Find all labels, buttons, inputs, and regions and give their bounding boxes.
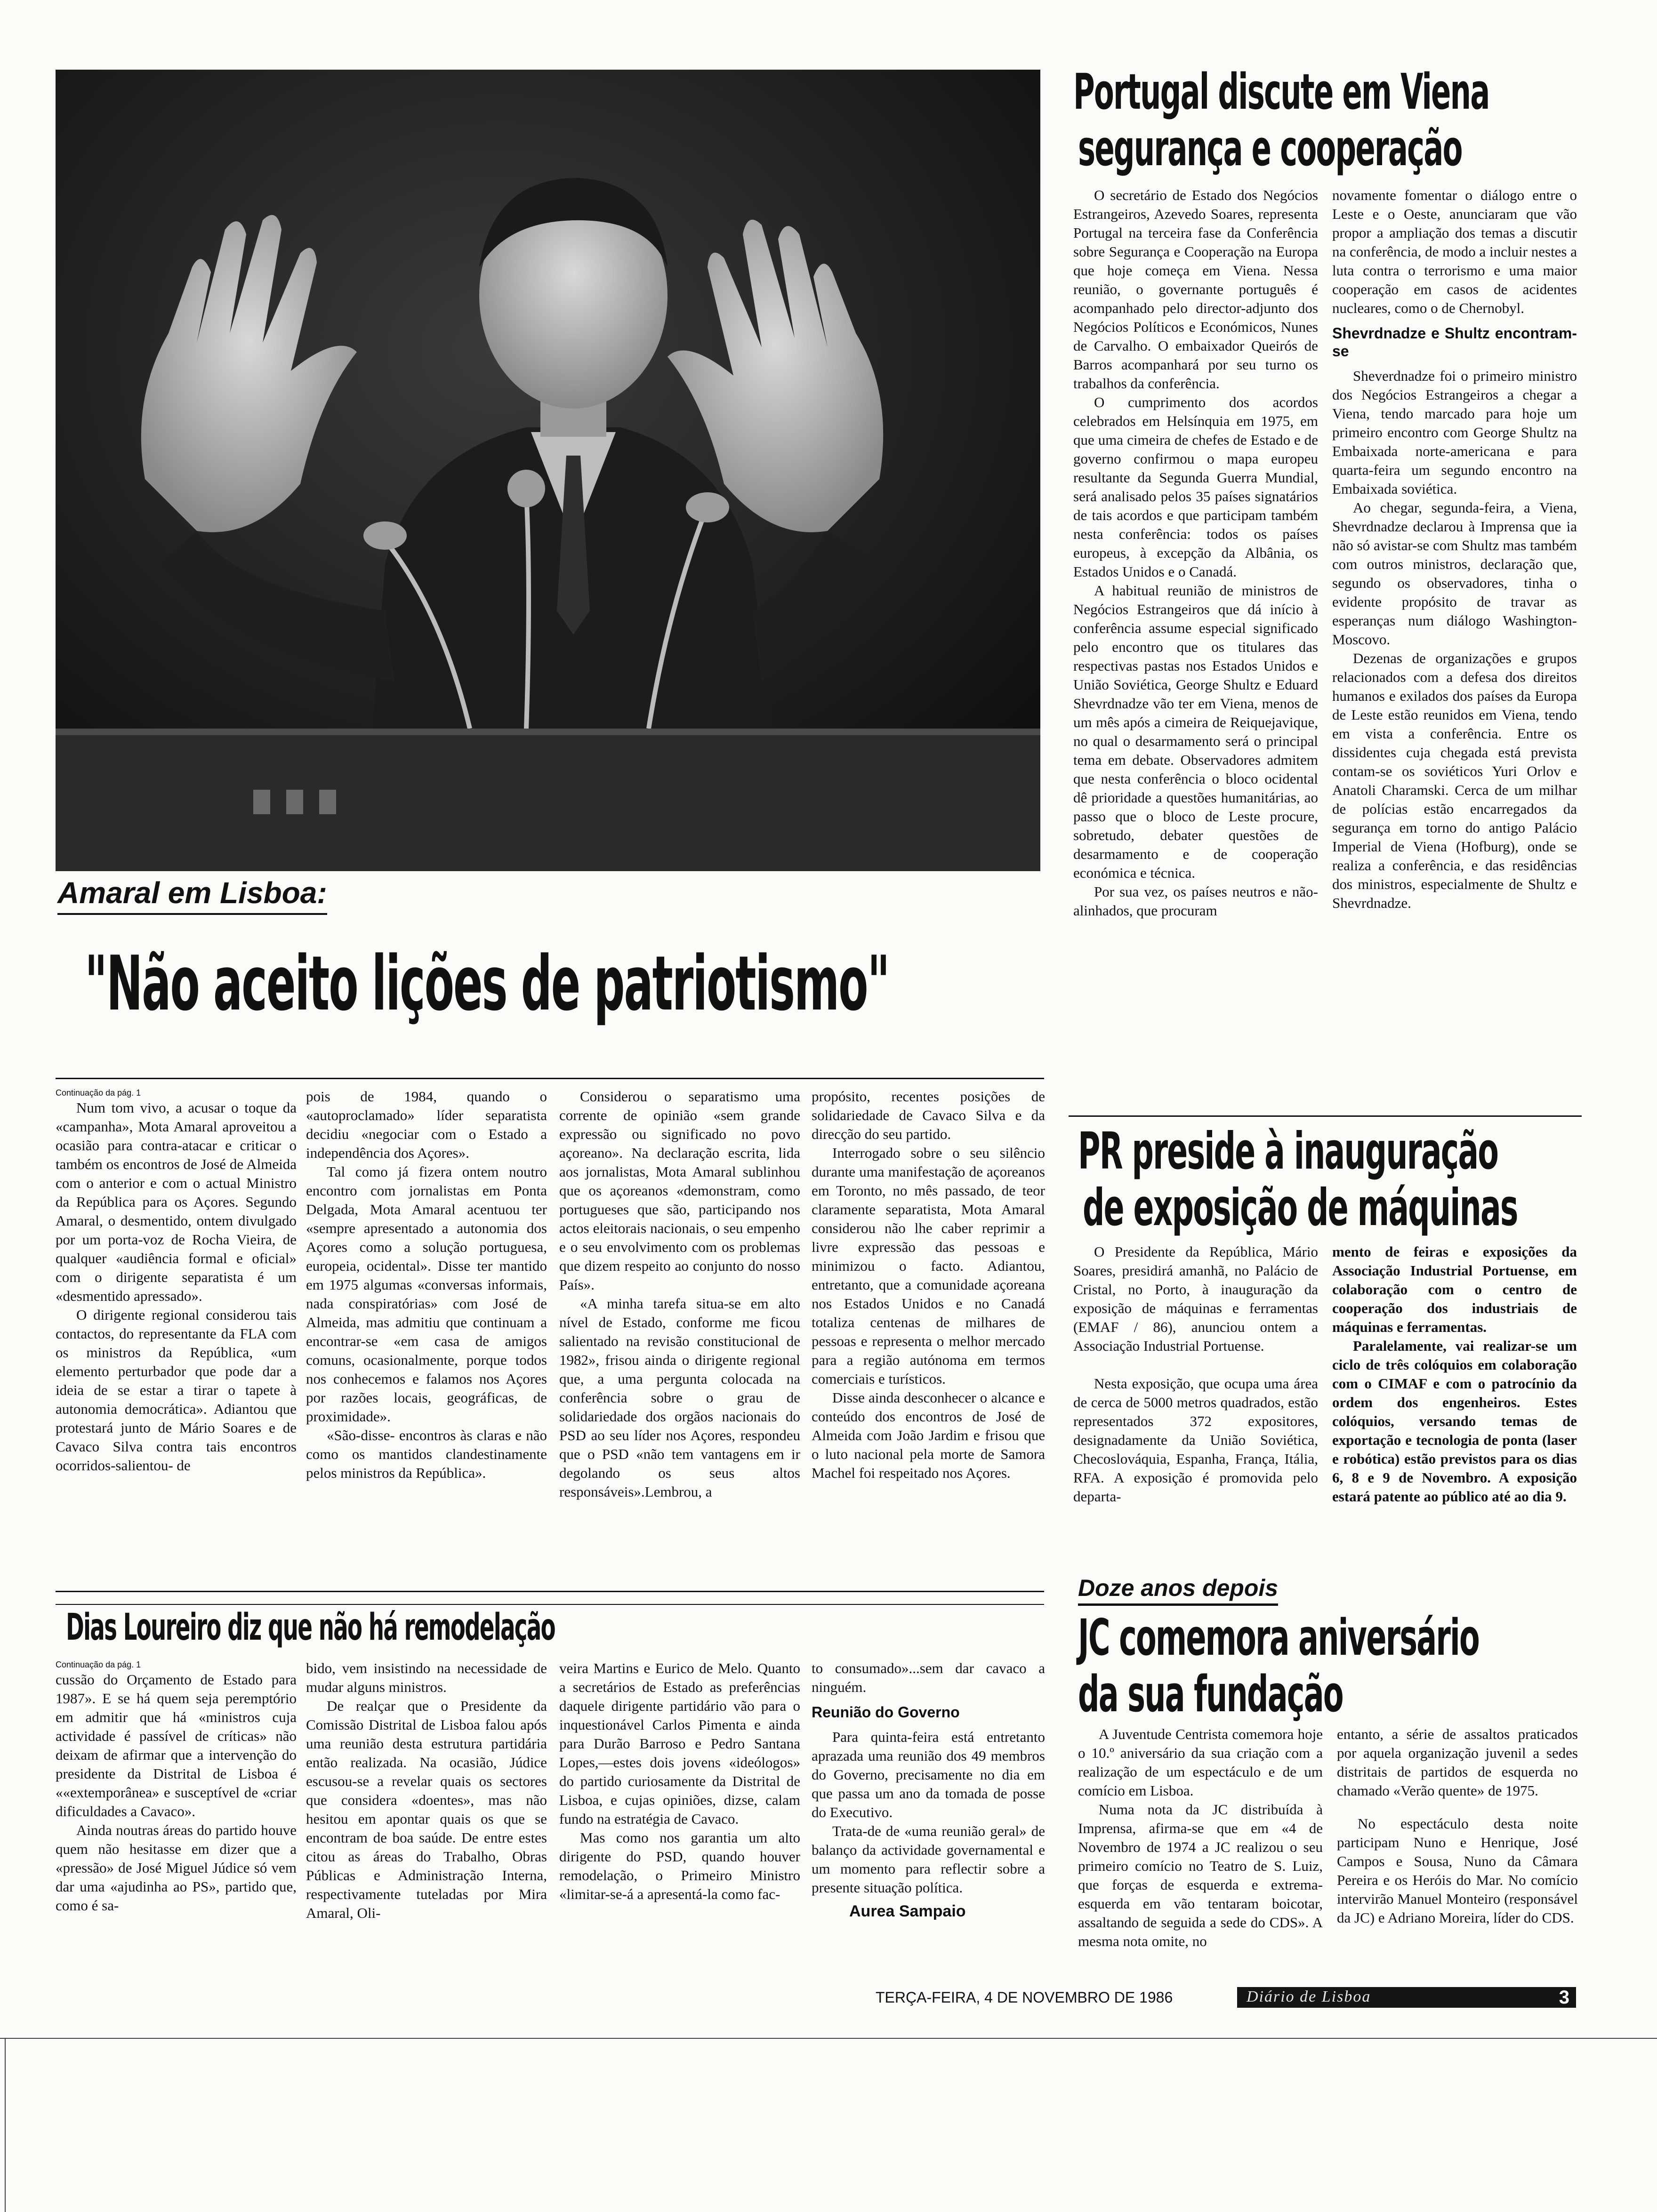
pr-column-1 <box>1073 1242 1318 1506</box>
page-fold-rule <box>5 2038 6 2212</box>
jc-paragraph: entanto, a série de assaltos praticados por aquela organização juvenil a sedes distritais de partidos de esquerda no chamado «Verão quente» de 1975. <box>1337 1726 1578 1799</box>
lead-paragraph: Considerou o separatismo uma corrente de opinião «sem grande expressão ou significado no povo açoreano». Na declaração escrita, lida aos jornalistas, Mota Amaral sublinhou que os açoreanos «demonstram, como portugueses que são, participando nos actos eleitorais nacionais, o seu empenho e o seu envolvimento com os problemas que dizem respeito ao conjunto do nosso País». <box>559 1088 800 1293</box>
viena-paragraph: O cumprimento dos acordos celebrados em Helsínquia em 1975, em que uma cimeira de chefes de Estado e de governo confirmou o mapa europeu resultante da Segunda Guerra Mundial, será analisado pelos 35 países signatários de tais acordos e que participam também nesta conferência: todos os países europeus, à excepção da Albânia, os Estados Unidos e o Canadá. <box>1073 394 1318 580</box>
lead-column-2 <box>306 1087 547 1483</box>
jc-paragraph: No espectáculo desta noite participam Nuno e Henrique, José Campos e Sousa, Nuno da Câmara Pereira e os Heróis do Mar. No comício intervirão Manuel Monteiro (responsável da JC) e Adriano Moreira, líder do CDS. <box>1337 1815 1578 1926</box>
jc-kicker: Doze anos depois <box>1078 1574 1278 1606</box>
pr-column-2 <box>1332 1242 1577 1506</box>
viena-headline-line-2: segurança e cooperação <box>1078 120 1462 177</box>
pr-paragraph: mento de feiras e exposições da Associação Industrial Portuense, em colaboração com o centro de cooperação dos industriais de máquinas e ferramentas. <box>1332 1243 1577 1335</box>
lead-divider <box>56 1078 1044 1079</box>
loureiro-column-1 <box>56 1659 297 1915</box>
viena-bottom-rule <box>1069 1115 1582 1117</box>
page-number: 3 <box>1559 1987 1569 2008</box>
speaker-photo-illustration <box>56 70 1040 871</box>
lead-kicker: Amaral em Lisboa: <box>57 875 327 915</box>
lead-column-1 <box>56 1087 297 1475</box>
loureiro-paragraph: bido, vem insistindo na necessidade de mudar alguns ministros. <box>306 1660 547 1695</box>
lead-paragraph: «São-disse- encontros às claras e não como os mantidos clandestinamente pelos ministros da República». <box>306 1427 547 1481</box>
viena-paragraph: Dezenas de organizações e grupos relacionados com a defesa dos direitos humanos e exilados dos países da Europa de Leste estão reunidos em Viena, tendo em vista a conferência. Entre os dissidentes cuja chegada está prevista contam-se os soviéticos Yuri Orlov e Anatoli Charamski. Cerca de um milhar de polícias estão encarregados da segurança em torno do antigo Palácio Imperial de Viena (Hofburg), onde se realiza a conferência, e das residências dos ministros, especialmente de Shultz e Shevrdnadze. <box>1332 650 1577 911</box>
page-date: TERÇA-FEIRA, 4 DE NOVEMBRO DE 1986 <box>876 1989 1173 2006</box>
viena-paragraph: A habitual reunião de ministros de Negócios Estrangeiros que dá início à conferência assume especial significado pelo encontro que os titulares das respectivas pastas nos Estados Unidos e União Soviética, George Shultz e Eduard Shevrdnadze vão ter em Viena, menos de um mês após a cimeira de Reiquejavique, no qual o desarmamento será o principal tema em debate. Observadores admitem que nesta conferência o bloco ocidental dê prioridade a questões humanitárias, ao passo que o bloco de Leste procure, sobretudo, debater questões de desarmamento e de cooperação económica e técnica. <box>1073 582 1318 881</box>
pr-paragraph: O Presidente da República, Mário Soares, presidirá amanhã, no Palácio de Cristal, no Porto, à inauguração da exposição de máquinas e ferramentas (EMAF / 86), anunciou ontem a Associação Industrial Portuense. <box>1073 1243 1318 1354</box>
loureiro-paragraph: Trata-de de «uma reunião geral» de balanço da actividade governamental e um momento para reflectir sobre a presente situação política. <box>812 1823 1045 1896</box>
pr-paragraph: Paralelamente, vai realizar-se um ciclo de três colóquios em colaboração com o CIMAF e com o patrocínio da ordem dos engenheiros. Estes colóquios, versando temas de exportação e tecnologia de ponta (laser e robótica) estão previstos para os dias 6, 8 e 9 de Novembro. A exposição estará patente ao público até ao dia 9. <box>1332 1338 1577 1505</box>
loureiro-paragraph: De realçar que o Presidente da Comissão Distrital de Lisboa falou após uma reunião desta estrutura partidária então realizada. Na ocasião, Júdice escusou-se a revelar quais os sectores que considera «doentes», mas não hesitou em apontar quais os que se encontram de boa saúde. De entre estes citou as áreas do Trabalho, Obras Públicas e Administração Interna, respectivamente tuteladas por Mira Amaral, Oli- <box>306 1698 547 1921</box>
lead-column-3 <box>559 1087 800 1501</box>
loureiro-column-4 <box>812 1659 1045 1921</box>
lead-paragraph: propósito, recentes posições de solidariedade de Cavaco Silva e da direcção do seu partido. <box>812 1088 1045 1142</box>
jc-paragraph: Numa nota da JC distribuída à Imprensa, afirma-se que em «4 de Novembro de 1974 a JC realizou o seu primeiro comício no Teatro de S. Luiz, que forças de esquerda e extrema-esquerda em vão tentaram boicotar, assaltando de seguida a sede do CDS». A mesma nota omite, no <box>1078 1801 1323 1949</box>
lead-column-4 <box>812 1087 1045 1483</box>
loureiro-paragraph: veira Martins e Eurico de Melo. Quanto a secretários de Estado as preferências daquele dirigente partidário vão para o inquestionável Carlos Pimenta e ainda para Durão Barroso e Pedro Santana Lopes,—estes dois jovens «ideólogos» do partido curiosamente da Distrital de Lisboa, e cujas opiniões, dizse, calam fundo na estratégia de Cavaco. <box>559 1660 800 1827</box>
lead-continuation: Continuação da pág. 1 <box>56 1088 141 1098</box>
lead-paragraph: O dirigente regional considerou tais contactos, do representante da FLA com os ministros da República, «um elemento perturbador que pode dar a ideia de se estar a tirar o tapete à autonomia democrática». Adiantou que protestará junto de Mário Soares e de Cavaco Silva contra tais encontros ocorridos-salientou- de <box>56 1306 297 1474</box>
lead-headline: "Não aceito lições de patriotismo" <box>85 939 889 1027</box>
loureiro-column-3 <box>559 1659 800 1904</box>
loureiro-paragraph: to consumado»...sem dar cavaco a ninguém. <box>812 1660 1045 1695</box>
viena-paragraph: novamente fomentar o diálogo entre o Leste e o Oeste, anunciaram que vão propor a ampliação dos temas a discutir na conferência, de modo a incluir nestes a luta contra o terrorismo e uma maior cooperação em casos de acidentes nucleares, como o de Chernobyl. <box>1332 187 1577 316</box>
loureiro-paragraph: Para quinta-feira está entretanto aprazada uma reunião dos 49 membros do Governo, precisamente no dia em que passa um ano da tomada de posse do Executivo. <box>812 1729 1045 1820</box>
lead-paragraph: Tal como já fizera ontem noutro encontro com jornalistas em Ponta Delgada, Mota Amaral acentuou ter «sempre apresentado a autonomia dos Açores como a solução portuguesa, europeia, ocidental». Disse ter mantido em 1975 algumas «conversas informais, nada conspiratórias» com José de Almeida, mas admitiu que continuam a encontrar-se «em casa de amigos comuns, ocasionalmente, porque todos nos conhecemos e falamos nos Açores por razões locais, geográficas, de proximidade». <box>306 1163 547 1425</box>
lead-paragraph: pois de 1984, quando o «autoproclamado» líder separatista decidiu «negociar com o Estado a independência dos Açores». <box>306 1088 547 1161</box>
jc-headline-line-1: JC comemora aniversário <box>1078 1609 1479 1667</box>
loureiro-paragraph: cussão do Orçamento de Estado para 1987». E se há quem seja peremptório em admitir que há «ministros cuja actividade é passível de críticas» não deixam de afirmar que a intervenção do presidente da Distrital de Lisboa é ««extemporânea» e susceptível de «criar dificuldades a Cavaco». <box>56 1671 297 1819</box>
jc-paragraph: A Juventude Centrista comemora hoje o 10.º aniversário da sua criação com a realização de um espectáculo e de um comício em Lisboa. <box>1078 1726 1323 1799</box>
lead-paragraph: «A minha tarefa situa-se em alto nível de Estado, conforme me ficou salientado na revisão constitucional de 1982», frisou ainda o dirigente regional que, a uma pergunta colocada na conferência sobre o grau de solidariedade dos orgãos nacionais do PSD ao seu líder nos Açores, respondeu que o PSD «não tem vantagens em ir degolando os seus altos responsáveis».Lembrou, a <box>559 1295 800 1500</box>
lead-photo <box>56 70 1040 871</box>
lead-paragraph: Interrogado sobre o seu silêncio durante uma manifestação de açoreanos em Toronto, no mês passado, de teor claramente separatista, Mota Amaral considerou não lhe caber reprimir a livre expressão das pessoas e minimizou o facto. Adiantou, entretanto, que a comunidade açoreana nos Estados Unidos e no Canadá totaliza centenas de milhares de pessoas e representa o melhor mercado para a região autónoma em termos comerciais e turísticos. <box>812 1145 1045 1387</box>
viena-paragraph: Ao chegar, segunda-feira, a Viena, Shevrdnadze declarou à Imprensa que ia não só avistar-se com Shultz mas também com outros ministros, declaração que, segundo os observadores, tinha o evidente propósito de travar as esperanças num diálogo Washington-Moscovo. <box>1332 499 1577 648</box>
loureiro-headline: Dias Loureiro diz que não há remodelação <box>66 1606 555 1649</box>
loureiro-subheading: Reunião do Governo <box>812 1704 960 1721</box>
loureiro-paragraph: Mas como nos garantia um alto dirigente do PSD, quando houver remodelação, o Primeiro Ministro «limitar-se-á a apresentá-la como fac- <box>559 1829 800 1902</box>
pr-headline-line-1: PR preside à inauguração <box>1078 1122 1498 1181</box>
jc-column-2 <box>1337 1725 1578 1927</box>
lead-paragraph: Disse ainda desconhecer o alcance e conteúdo dos encontros de José de Almeida com João Jardim e frisou que o luto nacional pela morte de Samora Machel foi respeitado nos Açores. <box>812 1389 1045 1481</box>
viena-headline-line-1: Portugal discute em Viena <box>1073 63 1489 120</box>
jc-headline-line-2: da sua fundação <box>1078 1665 1343 1723</box>
masthead-bar <box>1237 1987 1576 2008</box>
lead-bottom-rule <box>56 1591 1044 1592</box>
viena-paragraph: Sheverdnadze foi o primeiro ministro dos Negócios Estrangeiros a chegar a Viena, tendo marcado para hoje um primeiro encontro com George Shultz na Embaixada norte-americana e para quarta-feira um segundo encontro na Embaixada soviética. <box>1332 368 1577 497</box>
pr-paragraph: Nesta exposição, que ocupa uma área de cerca de 5000 metros quadrados, estão representados 372 expositores, designadamente da União Soviética, Checoslováquia, Espanha, França, Itália, RFA. A exposição é promovida pelo departa- <box>1073 1375 1318 1505</box>
viena-paragraph: Por sua vez, os países neutros e não-alinhados, que procuram <box>1073 883 1318 919</box>
author-signature: Aurea Sampaio <box>849 1902 966 1920</box>
lead-paragraph: Num tom vivo, a acusar o toque da «campanha», Mota Amaral aproveitou a ocasião para contra-atacar e criticar o também os encontros de José de Almeida com o anterior e com o actual Ministro da República para os Açores. Segundo Amaral, o desmentido, ontem divulgado por um porta-voz de Rocha Vieira, de qualquer «audiência formal e oficial» com o dirigente separatista é um «desmentido apressado». <box>56 1099 297 1304</box>
viena-paragraph: O secretário de Estado dos Negócios Estrangeiros, Azevedo Soares, representa Portugal na terceira fase da Conferência sobre Segurança e Cooperação na Europa que hoje começa em Viena. Nessa reunião, o governante português é acompanhado pelo director-adjunto dos Negócios Políticos e Económicos, Nunes de Carvalho. O embaixador Queirós de Barros acompanhará por seu turno os trabalhos da conferência. <box>1073 187 1318 392</box>
viena-subheading: Shevrdnadze e Shultz encontram-se <box>1332 325 1577 360</box>
loureiro-paragraph: Ainda noutras áreas do partido houve quem não hesitasse em dizer que a «pressão» de José Miguel Júdice só vem dar uma «ajudinha ao PS», partido que, como é sa- <box>56 1822 297 1914</box>
jc-column-1 <box>1078 1725 1323 1951</box>
loureiro-continuation: Continuação da pág. 1 <box>56 1660 141 1669</box>
viena-column-1 <box>1073 186 1318 920</box>
page-edge-rule <box>0 2038 1657 2039</box>
masthead-logo: Diário de Lisboa <box>1247 1988 1371 2005</box>
pr-headline-line-2: de exposição de máquinas <box>1083 1178 1518 1237</box>
loureiro-column-2 <box>306 1659 547 1923</box>
viena-column-2 <box>1332 186 1577 913</box>
